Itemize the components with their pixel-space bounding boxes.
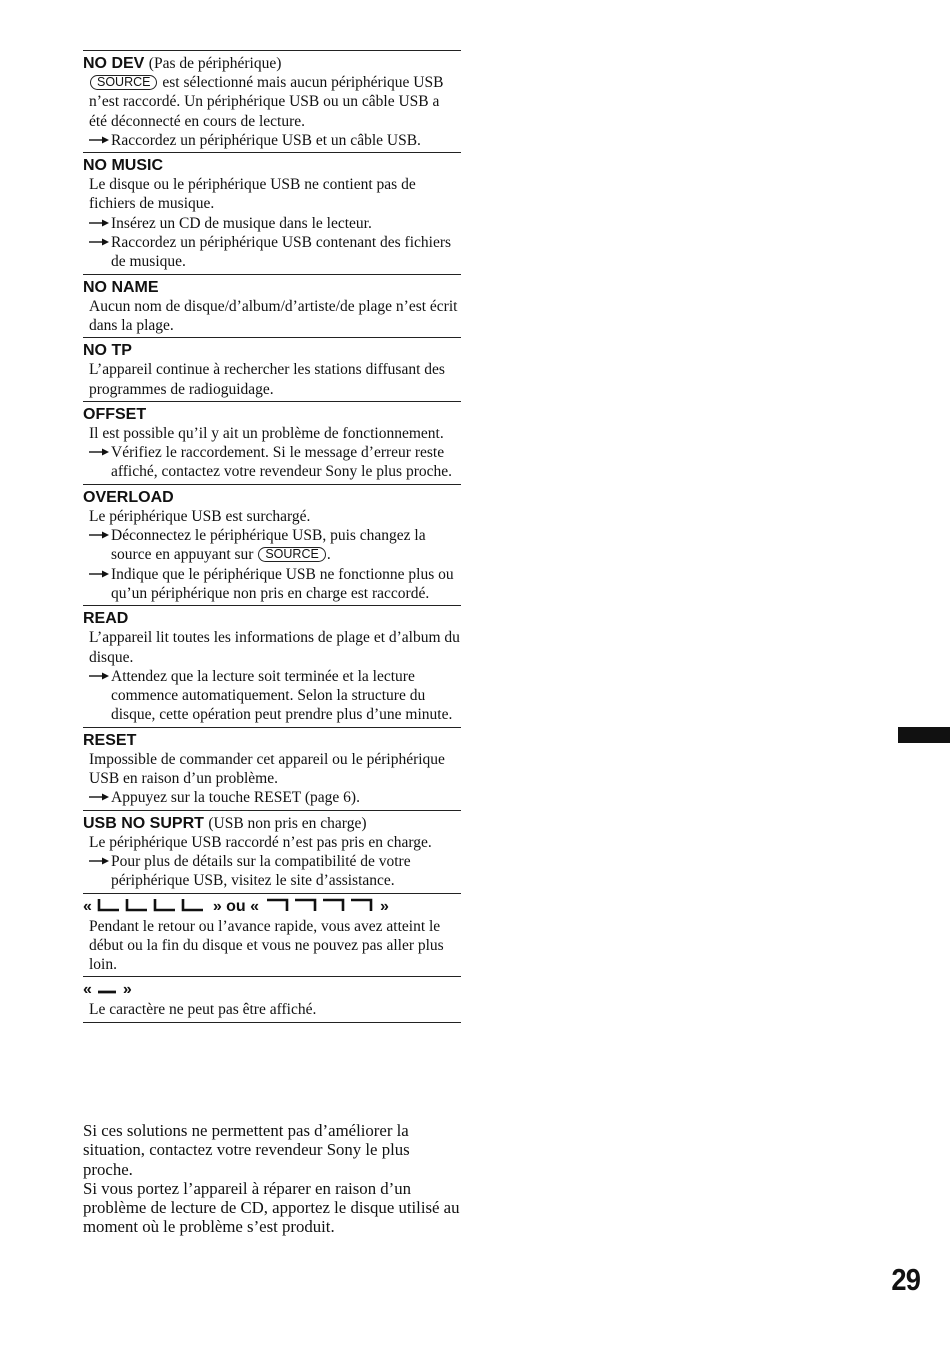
title-text: NO DEV	[83, 55, 145, 72]
entry-text: Aucun nom de disque/d’album/d’artiste/de plage n’est écrit dans la plage.	[89, 297, 458, 334]
open-quote: «	[83, 897, 92, 915]
arrow-right-icon	[89, 526, 111, 545]
close-quote: »	[379, 897, 389, 915]
arrow-right-icon	[89, 565, 111, 584]
entry-read	[83, 605, 461, 726]
remedy	[83, 788, 461, 807]
entry-title: READ	[83, 610, 129, 628]
arrow-right-icon	[89, 443, 111, 462]
entry-text: L’appareil continue à rechercher les stations diffusant des programmes de radioguidage.	[89, 361, 445, 398]
entry-title: NO MUSIC	[83, 157, 163, 175]
quote-joiner: » ou «	[212, 897, 260, 915]
entry-text: Le périphérique USB est surchargé.	[89, 507, 311, 525]
remedy	[83, 131, 461, 150]
text-after-button: est sélectionné mais aucun périphérique USB n’est raccordé. Un périphérique USB ou un câble USB a été déconnecté en cours de lecture.	[89, 74, 444, 130]
arrow-right-icon	[89, 131, 111, 150]
remedy	[83, 443, 461, 482]
title-note: (Pas de périphérique)	[148, 55, 282, 72]
entry-text: Impossible de commander cet appareil ou le périphérique USB en raison d’un problème.	[89, 750, 445, 788]
closing-paragraph-2: Si vous portez l’appareil à réparer en raison d’un problème de lecture de CD, apportez le disque utilisé au moment où le problème s’est produit.	[83, 1178, 460, 1237]
closing-advice	[83, 1121, 463, 1237]
remedy	[83, 233, 461, 272]
title-text: USB NO SUPRT	[83, 814, 204, 832]
entry-title: RESET	[83, 731, 137, 749]
remedy-text: Insérez un CD de musique dans le lecteur.	[111, 214, 372, 232]
remedy-text: Indique que le périphérique USB ne fonctionne plus ou qu’un périphérique non pris en charge est raccordé.	[111, 565, 454, 602]
remedy-text: Vérifiez le raccordement. Si le message d’erreur reste affiché, contactez votre revendeur Sony le plus proche.	[111, 444, 452, 481]
entry-title: NO NAME	[83, 278, 159, 296]
entry-text: Le périphérique USB raccordé n’est pas pris en charge.	[89, 833, 432, 851]
entry-no-tp	[83, 337, 461, 401]
remedy	[83, 565, 461, 604]
arrow-right-icon	[89, 852, 111, 871]
remedy-text: Appuyez sur la touche RESET (page 6).	[111, 789, 360, 807]
top-segments-icon	[264, 898, 376, 917]
entry-offset	[83, 401, 461, 484]
remedy-text: Raccordez un périphérique USB et un câble USB.	[111, 131, 421, 149]
entry-title	[83, 897, 461, 917]
entry-text	[83, 73, 461, 131]
entry-title	[83, 54, 461, 73]
arrow-right-icon	[89, 788, 111, 807]
entry-no-music	[83, 152, 461, 273]
entry-text: Pendant le retour ou l’avance rapide, vous avez atteint le début ou la fin du disque et vous ne pouvez pas aller plus loin.	[89, 917, 444, 974]
entry-text: Il est possible qu’il y ait un problème de fonctionnement.	[89, 424, 444, 442]
entry-title: OFFSET	[83, 405, 147, 423]
source-button-icon: SOURCE	[258, 547, 325, 562]
entry-title	[83, 980, 461, 1000]
remedy-text: Déconnectez le périphérique USB, puis changez la source en appuyant sur	[111, 527, 426, 564]
source-button-icon: SOURCE	[90, 75, 157, 90]
error-messages-list	[83, 50, 461, 1023]
dash-segment-icon	[96, 981, 118, 1000]
entry-title: OVERLOAD	[83, 488, 174, 506]
remedy-text: Pour plus de détails sur la compatibilité de votre périphérique USB, visitez le site d’assistance.	[111, 852, 411, 890]
open-quote: «	[83, 981, 92, 999]
entry-dash-symbol	[83, 976, 461, 1022]
remedy-text: Raccordez un périphérique USB contenant des fichiers de musique.	[111, 234, 452, 271]
entry-text: L’appareil lit toutes les informations de plage et d’album du disque.	[89, 629, 460, 666]
closing-paragraph-1: Si ces solutions ne permettent pas d’améliorer la situation, contactez votre revendeur Sony le plus proche.	[83, 1121, 410, 1179]
entry-text: Le disque ou le périphérique USB ne contient pas de fichiers de musique.	[89, 176, 416, 213]
bottom-segments-icon	[96, 898, 208, 917]
section-tab-marker	[898, 727, 950, 743]
remedy	[83, 214, 461, 233]
close-quote: »	[122, 981, 132, 999]
entry-text: Le caractère ne peut pas être affiché.	[89, 1001, 317, 1019]
entry-reset	[83, 727, 461, 810]
entry-segment-symbols	[83, 893, 461, 977]
remedy-text: Attendez que la lecture soit terminée et la lecture commence automatiquement. Selon la structure du disque, cette opération peut prendre plus d’une minute.	[111, 667, 453, 724]
entry-no-name	[83, 274, 461, 338]
entry-title: NO TP	[83, 342, 132, 360]
remedy-text-end: .	[326, 546, 331, 564]
entry-usb-no-suprt	[83, 810, 461, 893]
page-number: 29	[891, 1262, 920, 1297]
remedy	[83, 667, 461, 725]
entry-overload	[83, 484, 461, 605]
title-note: (USB non pris en charge)	[208, 814, 367, 832]
entry-no-dev	[83, 50, 461, 152]
arrow-right-icon	[89, 667, 111, 686]
remedy	[83, 526, 461, 565]
arrow-right-icon	[89, 214, 111, 233]
entry-title	[83, 814, 461, 833]
arrow-right-icon	[89, 233, 111, 252]
remedy	[83, 852, 461, 891]
